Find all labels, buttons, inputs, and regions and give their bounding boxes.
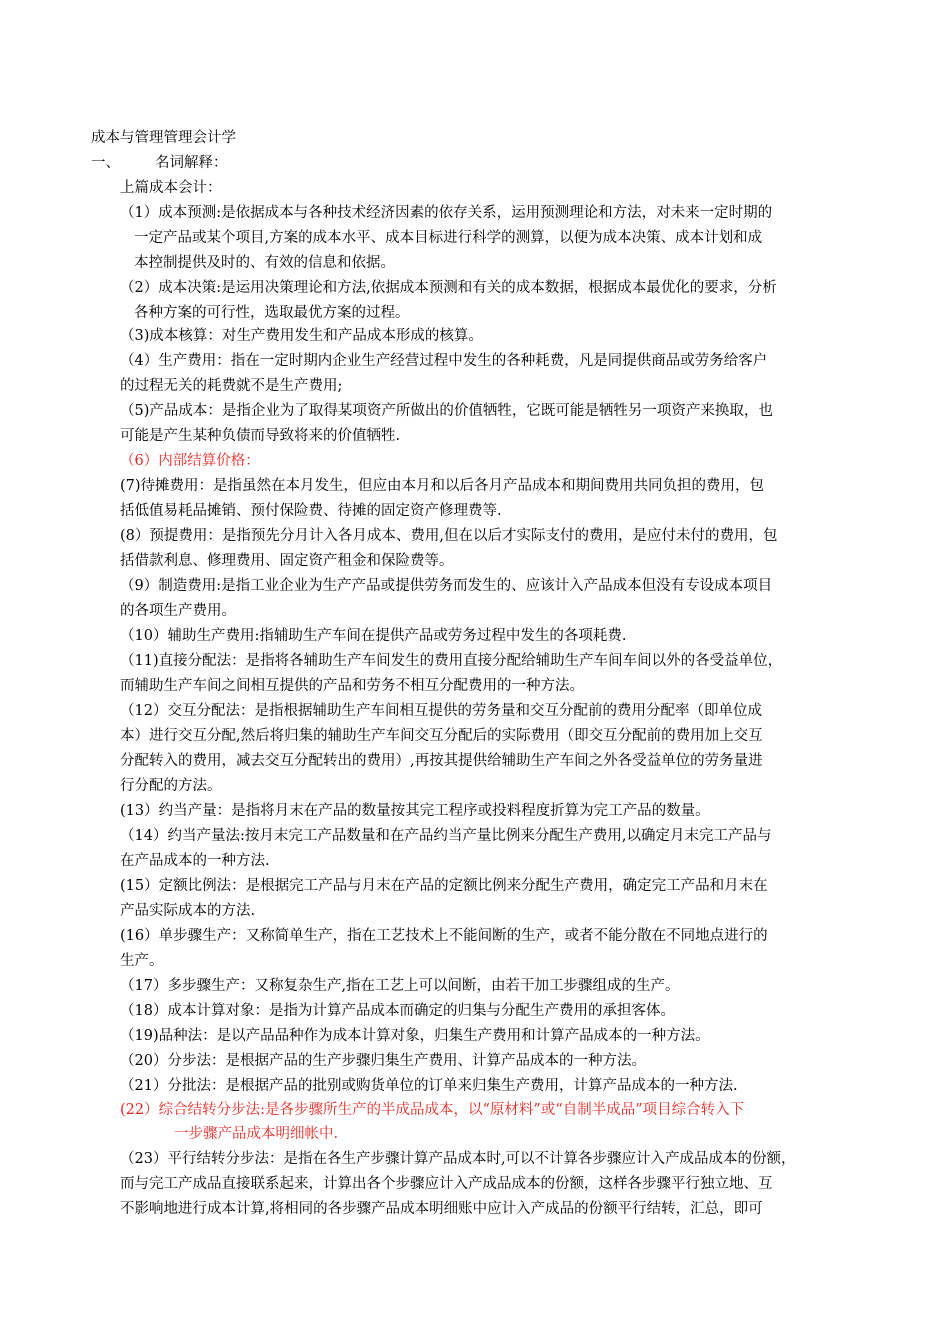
item-line: （1）成本预测:是依据成本与各种技术经济因素的依存关系，运用预测理论和方法，对未来一定时期的 xyxy=(120,205,773,221)
item-line: （3)成本核算：对生产费用发生和产品成本形成的核算。 xyxy=(120,328,483,344)
item-line: 而辅助生产车间之间相互提供的产品和劳务不相互分配费用的一种方法。 xyxy=(120,678,584,694)
item-line: （19)品种法：是以产品品种作为成本计算对象，归集生产费用和计算产品成本的一种方法。 xyxy=(120,1028,710,1044)
item-line: 的各项生产费用。 xyxy=(120,603,236,619)
item-line: 不影响地进行成本计算,将相同的各步骤产品成本明细账中应计入产成品的份额平行结转，汇总，即可 xyxy=(120,1201,763,1217)
item-line: （20）分步法：是根据产品的生产步骤归集生产费用、计算产品成本的一种方法。 xyxy=(120,1053,646,1069)
item-line: 分配转入的费用，减去交互分配转出的费用）,再按其提供给辅助生产车间之外各受益单位的劳务量进 xyxy=(120,753,763,769)
item-line: (13）约当产量：是指将月末在产品的数量按其完工程序或投料程度折算为完工产品的数量。 xyxy=(120,803,710,819)
item-line: （21）分批法：是根据产品的批别或购货单位的订单来归集生产费用，计算产品成本的一种方法. xyxy=(120,1078,738,1094)
item-line: (7)待摊费用：是指虽然在本月发生，但应由本月和以后各月产品成本和期间费用共同负担的费用，包 xyxy=(120,478,765,494)
item-line: （18）成本计算对象：是指为计算产品成本而确定的归集与分配生产费用的承担客体。 xyxy=(120,1003,675,1019)
item-line: (16）单步骤生产：又称简单生产，指在工艺技术上不能间断的生产，或者不能分散在不同地点进行的 xyxy=(120,928,768,944)
item-line-highlighted: (22）综合结转分步法:是各步骤所生产的半成品成本，以“原材料”或“自制半成品”项目综合转入下 xyxy=(120,1102,745,1118)
item-line: (15）定额比例法：是根据完工产品与月末在产品的定额比例来分配生产费用，确定完工产品和月末在 xyxy=(120,878,768,894)
item-line: （10）辅助生产费用:指辅助生产车间在提供产品或劳务过程中发生的各项耗费. xyxy=(120,628,627,644)
item-line: （14）约当产量法:按月末完工产品数量和在产品约当产量比例来分配生产费用,以确定月末完工产品与 xyxy=(120,828,772,844)
doc-title: 成本与管理管理会计学 xyxy=(91,130,236,146)
item-line: 本）进行交互分配,然后将归集的辅助生产车间交互分配后的实际费用（即交互分配前的费用加上交互 xyxy=(120,728,763,744)
item-line: 行分配的方法。 xyxy=(120,778,222,794)
item-line: 各种方案的可行性，选取最优方案的过程。 xyxy=(134,305,410,321)
item-line: （11)直接分配法：是指将各辅助生产车间发生的费用直接分配给辅助生产车间车间以外的各受益单位， xyxy=(120,653,783,669)
item-line: 在产品成本的一种方法. xyxy=(120,853,270,869)
item-line: （2）成本决策:是运用决策理论和方法,依据成本预测和有关的成本数据，根据成本最优化的要求，分析 xyxy=(120,280,777,296)
item-line: （17）多步骤生产：又称复杂生产,指在工艺上可以间断，由若干加工步骤组成的生产。 xyxy=(120,978,680,994)
item-line: 括借款利息、修理费用、固定资产租金和保险费等。 xyxy=(120,553,454,569)
item-line: 本控制提供及时的、有效的信息和依据。 xyxy=(134,255,395,271)
item-line: 括低值易耗品摊销、预付保险费、待摊的固定资产修理费等. xyxy=(120,503,502,519)
item-line: （12）交互分配法：是指根据辅助生产车间相互提供的劳务量和交互分配前的费用分配率（即单位成 xyxy=(120,703,762,719)
item-line-highlighted: 一步骤产品成本明细帐中. xyxy=(174,1126,339,1142)
item-line: （5)产品成本：是指企业为了取得某项资产所做出的价值牺牲，它既可能是牺牲另一项资产来换取，也 xyxy=(120,403,773,419)
section-number: 一、 xyxy=(91,155,120,171)
section-title: 名词解释： xyxy=(155,155,228,171)
item-line: 的过程无关的耗费就不是生产费用; xyxy=(120,378,343,394)
item-line: 可能是产生某种负债而导致将来的价值牺牲. xyxy=(120,428,401,444)
item-line: （23）平行结转分步法：是指在各生产步骤计算产品成本时,可以不计算各步骤应计入产成品成本的份额， xyxy=(120,1151,796,1167)
item-line: 生产。 xyxy=(120,953,164,969)
subsection-title: 上篇成本会计： xyxy=(120,180,222,196)
item-line: 产品实际成本的方法. xyxy=(120,903,256,919)
item-line-highlighted: （6）内部结算价格： xyxy=(120,453,260,469)
item-line: 而与完工产成品直接联系起来，计算出各个步骤应计入产成品成本的份额，这样各步骤平行独立地、互 xyxy=(120,1176,773,1192)
item-line: （4）生产费用：指在一定时期内企业生产经营过程中发生的各种耗费，凡是同提供商品或劳务给客户 xyxy=(120,353,768,369)
item-line: (8）预提费用：是指预先分月计入各月成本、费用,但在以后才实际支付的费用，是应付未付的费用，包 xyxy=(120,528,778,544)
item-line: 一定产品或某个项目,方案的成本水平、成本目标进行科学的测算，以便为成本决策、成本计划和成 xyxy=(134,230,763,246)
item-line: （9）制造费用:是指工业企业为生产产品或提供劳务而发生的、应该计入产品成本但没有专设成本项目 xyxy=(120,578,773,594)
